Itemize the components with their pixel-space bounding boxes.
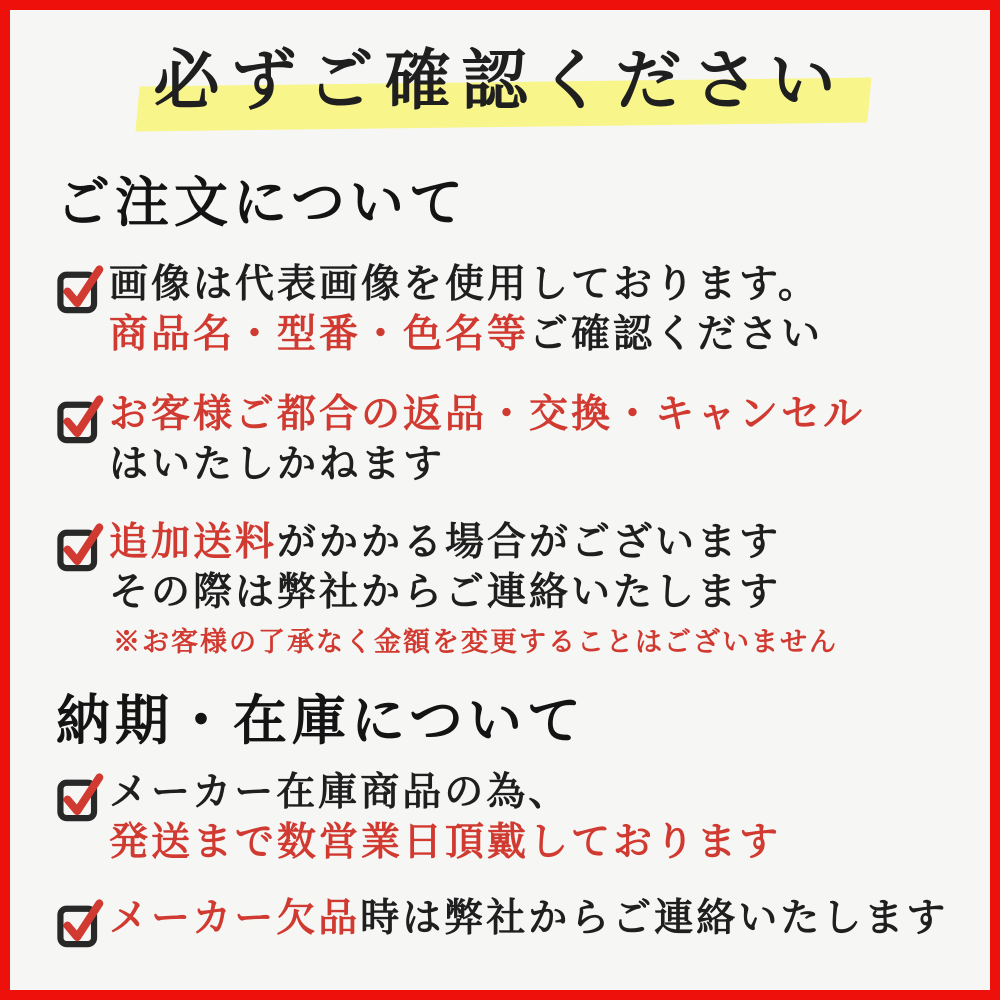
section-heading-order: ご注文について (56, 172, 468, 233)
text-line (109, 390, 865, 440)
text-segment: お客様ご都合の返品・交換・キャンセル (109, 392, 866, 436)
text-line (109, 768, 781, 818)
text-segment: ※お客様の了承なく金額を変更することはございません (113, 627, 838, 658)
item-text (109, 260, 823, 360)
title-block (10, 44, 990, 120)
checklist-item (56, 518, 990, 660)
text-segment: はいたしかねます (109, 442, 446, 486)
checkbox-icon (56, 768, 102, 824)
checklist-item (56, 390, 990, 490)
text-segment: メーカー欠品 (109, 896, 361, 940)
checklist-item (56, 768, 990, 868)
item-text (109, 390, 865, 490)
text-line (109, 440, 865, 490)
text-segment: ご確認ください (529, 312, 824, 356)
text-segment: メーカー在庫商品の為、 (109, 771, 571, 815)
item-text (109, 768, 781, 868)
text-segment: 商品名・型番・色名等 (109, 312, 530, 356)
checkbox-icon (56, 390, 102, 446)
checklist-item (56, 260, 990, 360)
text-segment: その際は弊社からご連絡いたします (109, 570, 782, 614)
text-segment: 時は弊社からご連絡いたします (360, 896, 949, 940)
notice-frame (10, 44, 990, 950)
text-line (109, 894, 948, 944)
checklist-item (56, 894, 990, 950)
checkbox-icon (56, 518, 102, 574)
title-text: 必ずご確認ください (153, 45, 847, 118)
text-segment: 追加送料 (109, 520, 278, 564)
text-line (109, 568, 838, 618)
item-text (109, 518, 838, 660)
text-line (109, 260, 823, 310)
text-line (109, 518, 838, 568)
note-text (113, 625, 838, 660)
item-text (109, 894, 948, 944)
text-segment: 画像は代表画像を使用しております。 (109, 262, 820, 306)
text-segment: がかかる場合がございます (277, 520, 782, 564)
text-segment: 発送まで数営業日頂戴しております (109, 820, 782, 864)
page-title (154, 44, 847, 120)
text-line (109, 310, 823, 360)
text-line (109, 818, 781, 868)
checkbox-icon (56, 894, 102, 950)
section-heading-stock: 納期・在庫について (56, 690, 586, 751)
checkbox-icon (56, 260, 102, 316)
